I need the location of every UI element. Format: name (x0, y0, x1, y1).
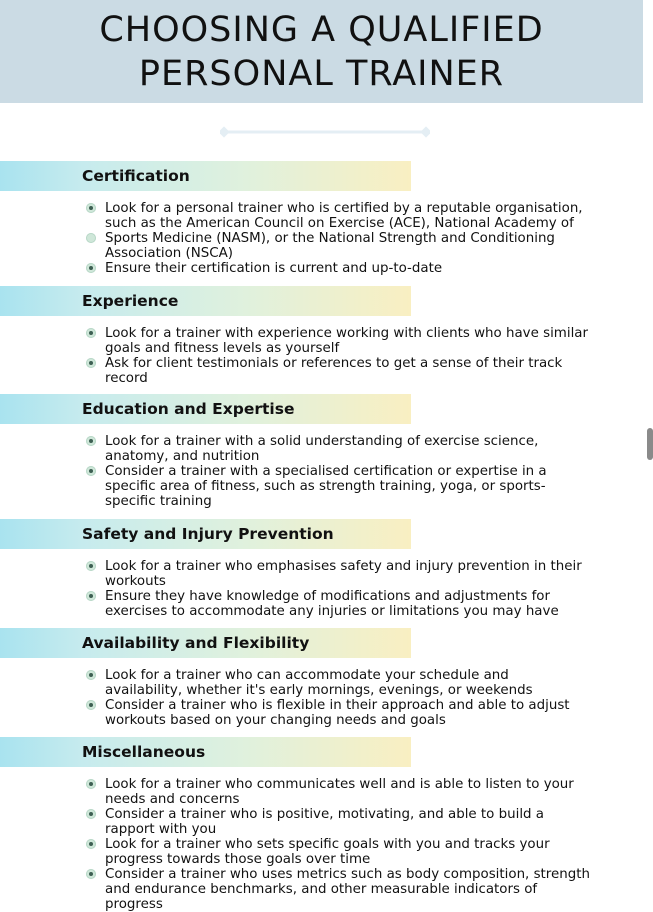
section-miscellaneous (0, 737, 653, 912)
list-item (0, 201, 590, 231)
list-item (0, 326, 590, 356)
list-item (0, 231, 590, 261)
bullet-icon (86, 670, 96, 680)
bullet-icon (86, 233, 96, 243)
section-header-band (0, 286, 411, 316)
list-item-text: Sports Medicine (NASM), or the National Strength and Conditioning Association (NSCA) (105, 231, 555, 261)
section-education-expertise (0, 394, 653, 509)
section-list (0, 201, 653, 276)
bullet-icon (86, 700, 96, 710)
list-item (0, 668, 590, 698)
section-title: Availability and Flexibility (82, 634, 310, 652)
page-title-line-1: CHOOSING A QUALIFIED (99, 10, 544, 50)
list-item (0, 807, 590, 837)
list-item (0, 261, 590, 276)
bullet-icon (86, 809, 96, 819)
list-item (0, 559, 590, 589)
section-safety-injury (0, 519, 653, 619)
list-item-text: Look for a trainer who communicates well and is able to listen to your needs and concerns (105, 777, 574, 807)
page-header (0, 0, 643, 103)
list-item-text: Look for a trainer with a solid understanding of exercise science, anatomy, and nutrition (105, 434, 539, 464)
list-item-text: Look for a personal trainer who is certified by a reputable organisation, such as the American Council on Exercise (ACE), National Academy of (105, 201, 583, 231)
decorative-divider (220, 126, 430, 138)
section-list (0, 559, 653, 619)
bullet-icon (86, 203, 96, 213)
list-item-text: Look for a trainer who sets specific goals with you and tracks your progress towards those goals over time (105, 837, 550, 867)
bullet-icon (86, 263, 96, 273)
list-item-text: Look for a trainer who can accommodate your schedule and availability, whether it's early mornings, evenings, or weekends (105, 668, 533, 698)
section-title: Safety and Injury Prevention (82, 525, 334, 543)
list-item-text: Consider a trainer who is positive, motivating, and able to build a rapport with you (105, 807, 545, 837)
list-item-text: Consider a trainer who is flexible in their approach and able to adjust workouts based on your changing needs and goals (105, 698, 570, 728)
section-header-band (0, 737, 411, 767)
list-item-text: Ensure their certification is current and up-to-date (105, 261, 443, 276)
section-header-band (0, 394, 411, 424)
section-header-band (0, 519, 411, 549)
bullet-icon (86, 869, 96, 879)
section-title: Experience (82, 292, 179, 310)
section-list (0, 777, 653, 912)
list-item (0, 867, 590, 912)
section-certification (0, 161, 653, 276)
bullet-icon (86, 779, 96, 789)
section-header-band (0, 161, 411, 191)
bullet-icon (86, 839, 96, 849)
list-item-text: Consider a trainer who uses metrics such as body composition, strength and endurance benchmarks, and other measurable indicators of progress (105, 867, 590, 912)
list-item (0, 434, 590, 464)
section-title: Miscellaneous (82, 743, 206, 761)
section-list (0, 326, 653, 386)
section-list (0, 434, 653, 509)
list-item-text: Ensure they have knowledge of modifications and adjustments for exercises to accommodate any injuries or limitations you may have (105, 589, 559, 619)
list-item-text: Look for a trainer who emphasises safety and injury prevention in their workouts (105, 559, 582, 589)
list-item (0, 356, 590, 386)
bullet-icon (86, 466, 96, 476)
list-item (0, 837, 590, 867)
section-title: Certification (82, 167, 190, 185)
bullet-icon (86, 436, 96, 446)
section-title: Education and Expertise (82, 400, 295, 418)
list-item (0, 777, 590, 807)
bullet-icon (86, 591, 96, 601)
bullet-icon (86, 561, 96, 571)
section-experience (0, 286, 653, 386)
list-item-text: Consider a trainer with a specialised certification or expertise in a specific area of fitness, such as strength training, yoga, or sports-specific training (105, 464, 547, 509)
page-title-line-2: PERSONAL TRAINER (138, 54, 505, 94)
bullet-icon (86, 328, 96, 338)
list-item-text: Ask for client testimonials or references to get a sense of their track record (105, 356, 563, 386)
bullet-icon (86, 358, 96, 368)
list-item (0, 589, 590, 619)
list-item (0, 464, 590, 509)
section-availability-flexibility (0, 628, 653, 728)
section-list (0, 668, 653, 728)
list-item (0, 698, 590, 728)
list-item-text: Look for a trainer with experience working with clients who have similar goals and fitness levels as yourself (105, 326, 588, 356)
section-header-band (0, 628, 411, 658)
